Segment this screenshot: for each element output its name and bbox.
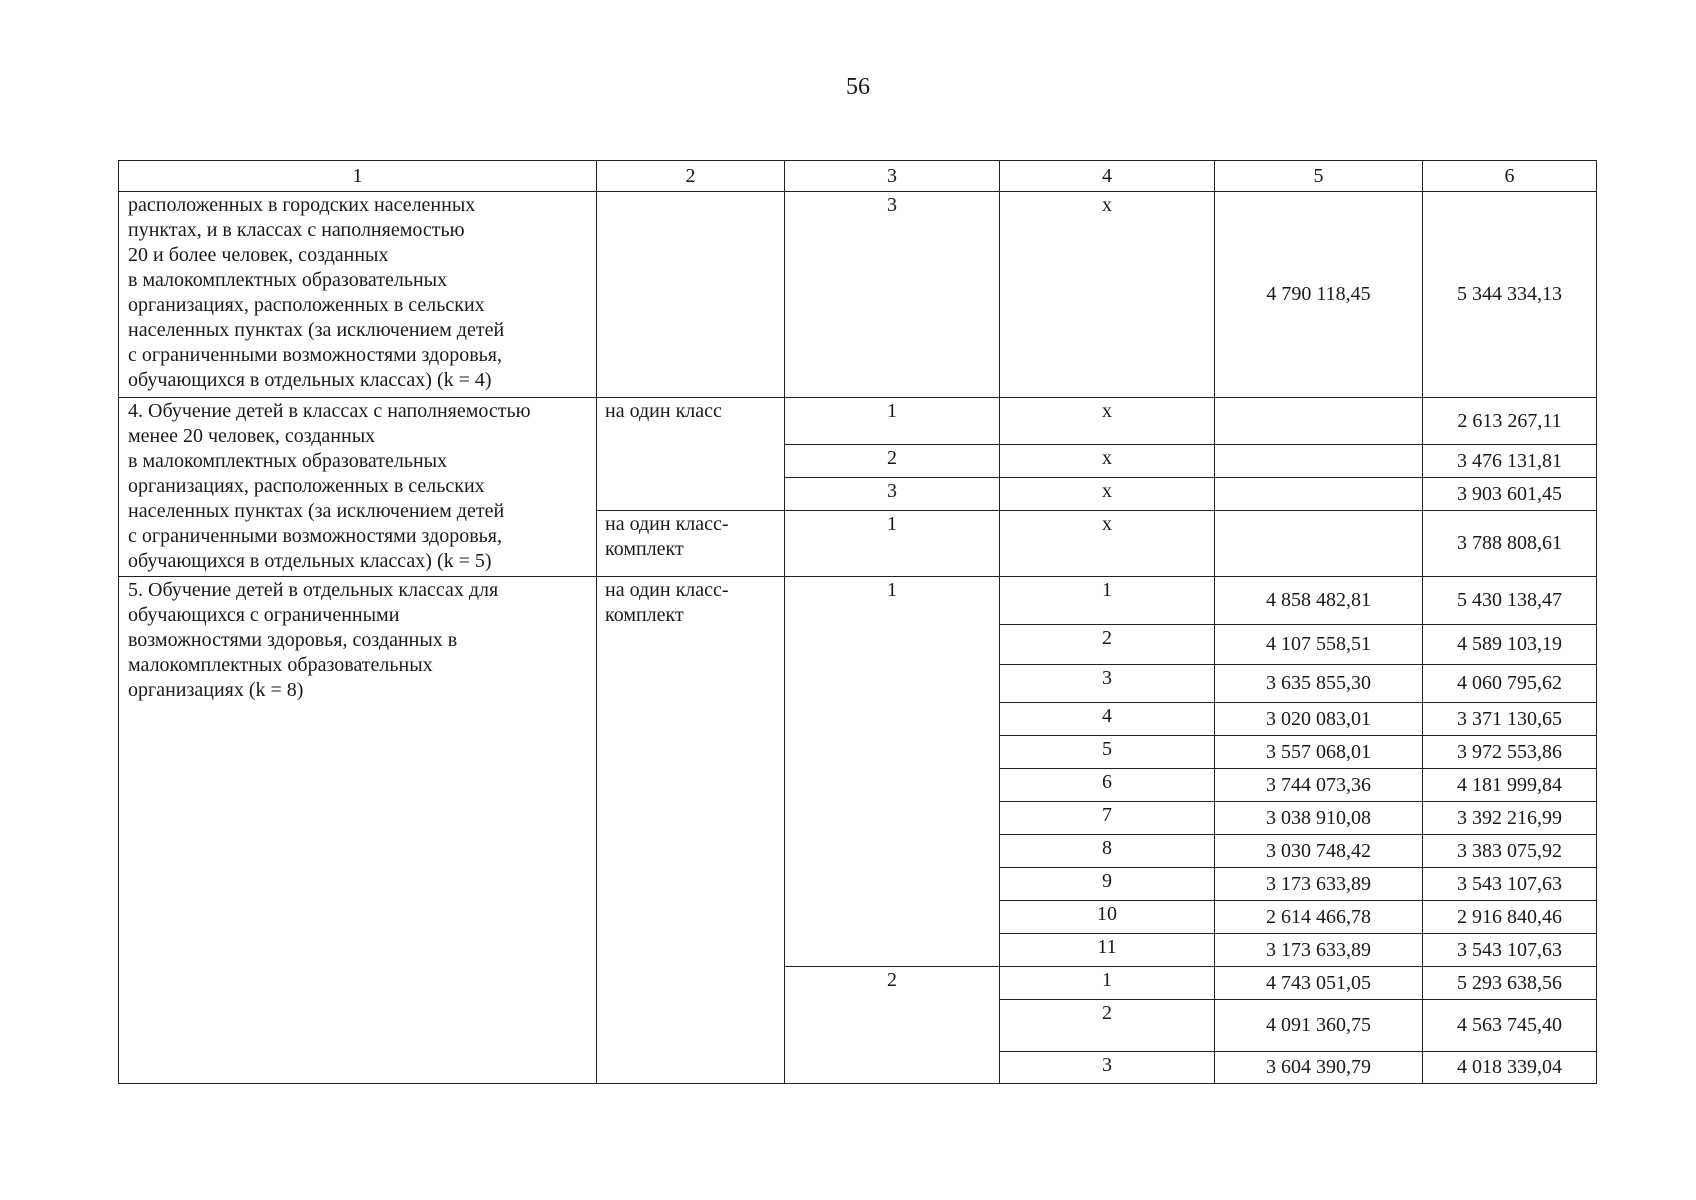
table-cell: 11 xyxy=(1000,934,1215,967)
table-cell: 3 392 216,99 xyxy=(1423,802,1597,835)
table-cell: 4 790 118,45 xyxy=(1215,192,1423,398)
table-cell: 3 xyxy=(1000,1052,1215,1084)
table-row xyxy=(119,398,1597,445)
table-cell: 5 430 138,47 xyxy=(1423,577,1597,625)
table-cell: 3 173 633,89 xyxy=(1215,868,1423,901)
table-cell: 3 030 748,42 xyxy=(1215,835,1423,868)
table-cell: 4 181 999,84 xyxy=(1423,769,1597,802)
table-cell: 3 972 553,86 xyxy=(1423,736,1597,769)
table-cell: 4 107 558,51 xyxy=(1215,625,1423,665)
table-cell: х xyxy=(1000,511,1215,577)
header-row xyxy=(119,161,1597,192)
table-cell xyxy=(1215,511,1423,577)
unit-cell xyxy=(597,192,785,398)
table-row xyxy=(119,577,1597,625)
table-cell: 10 xyxy=(1000,901,1215,934)
table-cell: 3 543 107,63 xyxy=(1423,868,1597,901)
description-cell: 5. Обучение детей в отдельных классах для обучающихся с ограниченными возможностями здоровья, созданных в малокомплектных образовательных организациях (k = 8) xyxy=(119,577,597,1084)
table-cell: 3 173 633,89 xyxy=(1215,934,1423,967)
header-cell: 1 xyxy=(119,161,597,192)
table-cell: 4 060 795,62 xyxy=(1423,665,1597,703)
table-cell: 3 543 107,63 xyxy=(1423,934,1597,967)
table-row xyxy=(119,192,1597,398)
table-cell: х xyxy=(1000,398,1215,445)
group-cell: 2 xyxy=(785,967,1000,1084)
table-cell: 1 xyxy=(1000,577,1215,625)
table-cell: 4 563 745,40 xyxy=(1423,1000,1597,1052)
description-cell: расположенных в городских населенных пунктах, и в классах с наполняемостью 20 и более человек, созданных в малокомплектных образовательных организациях, расположенных в сельских населенных пунктах (за исключением детей с ограниченными возможностями здоровья, обучающихся в отдельных классах) (k = 4) xyxy=(119,192,597,398)
table-cell: 3 xyxy=(785,478,1000,511)
table-cell: 4 018 339,04 xyxy=(1423,1052,1597,1084)
table-cell: 2 xyxy=(1000,625,1215,665)
table-cell: 3 635 855,30 xyxy=(1215,665,1423,703)
table-cell: 3 788 808,61 xyxy=(1423,511,1597,577)
table-cell: 6 xyxy=(1000,769,1215,802)
table-cell: 4 091 360,75 xyxy=(1215,1000,1423,1052)
table-cell: 3 xyxy=(1000,665,1215,703)
table-cell xyxy=(1215,478,1423,511)
table-cell: 3 476 131,81 xyxy=(1423,445,1597,478)
table-cell: 2 xyxy=(1000,1000,1215,1052)
header-cell: 3 xyxy=(785,161,1000,192)
table-cell: 1 xyxy=(1000,967,1215,1000)
table-cell: 3 557 068,01 xyxy=(1215,736,1423,769)
table-cell: 7 xyxy=(1000,802,1215,835)
table-cell: х xyxy=(1000,478,1215,511)
table-cell: 5 xyxy=(1000,736,1215,769)
table-cell: 5 344 334,13 xyxy=(1423,192,1597,398)
header-cell: 6 xyxy=(1423,161,1597,192)
table-cell xyxy=(1215,398,1423,445)
table-cell: 4 858 482,81 xyxy=(1215,577,1423,625)
description-cell: 4. Обучение детей в классах с наполняемостью менее 20 человек, созданных в малокомплектных образовательных организациях, расположенных в сельских населенных пунктах (за исключением детей с ограниченными возможностями здоровья, обучающихся в отдельных классах) (k = 5) xyxy=(119,398,597,577)
table-cell: 2 916 840,46 xyxy=(1423,901,1597,934)
table-cell: 3 383 075,92 xyxy=(1423,835,1597,868)
unit-cell: на один класс- комплект xyxy=(597,511,785,577)
table-cell: 1 xyxy=(785,511,1000,577)
page-number: 56 xyxy=(846,74,870,100)
table-cell: 8 xyxy=(1000,835,1215,868)
table-cell: 2 613 267,11 xyxy=(1423,398,1597,445)
table-cell: 1 xyxy=(785,398,1000,445)
table-cell: 5 293 638,56 xyxy=(1423,967,1597,1000)
table-cell: 4 xyxy=(1000,703,1215,736)
table-cell: 3 903 601,45 xyxy=(1423,478,1597,511)
table-cell: 2 xyxy=(785,445,1000,478)
table-cell: х xyxy=(1000,445,1215,478)
table-cell: 9 xyxy=(1000,868,1215,901)
table-cell: 3 604 390,79 xyxy=(1215,1052,1423,1084)
table-cell: 4 743 051,05 xyxy=(1215,967,1423,1000)
table-cell: х xyxy=(1000,192,1215,398)
table-cell: 4 589 103,19 xyxy=(1423,625,1597,665)
unit-cell: на один класс- комплект xyxy=(597,577,785,1084)
tariff-table xyxy=(118,160,1597,1084)
table-cell: 3 744 073,36 xyxy=(1215,769,1423,802)
header-cell: 5 xyxy=(1215,161,1423,192)
group-cell: 1 xyxy=(785,577,1000,967)
table-cell: 3 038 910,08 xyxy=(1215,802,1423,835)
unit-cell: на один класс xyxy=(597,398,785,511)
table-cell: 3 xyxy=(785,192,1000,398)
table-cell: 3 020 083,01 xyxy=(1215,703,1423,736)
header-cell: 4 xyxy=(1000,161,1215,192)
header-cell: 2 xyxy=(597,161,785,192)
table-cell xyxy=(1215,445,1423,478)
table-cell: 3 371 130,65 xyxy=(1423,703,1597,736)
table-cell: 2 614 466,78 xyxy=(1215,901,1423,934)
